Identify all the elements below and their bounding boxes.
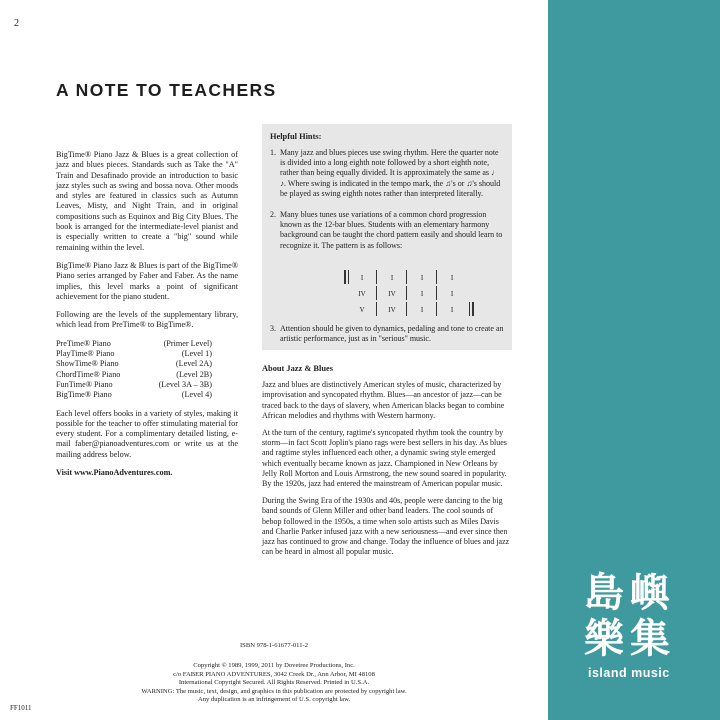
level-row: PreTime® Piano (Primer Level)	[56, 338, 212, 348]
twelve-bar-blues-chart	[344, 268, 474, 318]
catalog-code: FF1011	[10, 704, 32, 712]
hint-2: 2. Many blues tunes use variations of a common chord progression known as the 12-bar blues. Students with an elementary harmony background can be taught the chord pattern easily and should learn to recognize it. The pattern is as follows:	[270, 210, 503, 250]
intro-paragraph-2: BigTime® Piano Jazz & Blues is part of the BigTime® Piano series arranged by Faber and Faber. As the name implies, this level marks a point of significant achievement for the piano student.	[56, 260, 238, 301]
level-row: FunTime® Piano (Level 3A – 3B)	[56, 379, 212, 389]
chord-cell: I	[390, 274, 394, 282]
hint-3: 3. Attention should be given to dynamics, pedaling and tone to create an artistic performance, just as in "serious" music.	[270, 324, 504, 344]
hints-title: Helpful Hints:	[270, 132, 322, 141]
level-row: ChordTime® Piano (Level 2B)	[56, 369, 212, 379]
page-number: 2	[14, 18, 19, 29]
warning-line: WARNING: The music, text, design, and graphics in this publication are protected by copyright law.	[141, 687, 407, 695]
intro-paragraph-3: Following are the levels of the supplementary library, which lead from PreTime® to BigTime®.	[56, 310, 238, 330]
intro-paragraph-1: BigTime® Piano Jazz & Blues is a great collection of jazz and blues pieces. Standards such as Take the "A" Train and Desafinado provide an introduction to basic jazz styles such as swing and bossa nova. Other moods and styles are featured in classics such as Autumn Leaves, Misty, and Night Train, and in original compositions such as Equinox and Big City Blues. The book is arranged for the intermediate-level pianist and is especially written to create a "big" sound while remaining within the level.	[56, 150, 238, 252]
about-jazz-blues	[262, 364, 512, 564]
copyright-line: Copyright © 1989, 1999, 2011 by Dovetree Productions, Inc.	[193, 662, 355, 670]
chord-cell: I	[450, 306, 454, 314]
intro-paragraph-4: Each level offers books in a variety of styles, making it possible for the teacher to offer stimulating material for every student. For a complimentary detailed listing, e-mail faber@pianoadventures.com or write us at the mailing address below.	[56, 408, 238, 459]
chord-cell: I	[450, 290, 454, 298]
intl-copyright-line: International Copyright Secured. All Rights Reserved. Printed in U.S.A.	[178, 679, 370, 687]
hint-1: 1. Many jazz and blues pieces use swing rhythm. Here the quarter note is divided into a long eighth note followed by a short eighth note, rather than being equally divided. It is approximately the same as ♩ ♪. Where swing is indicated in the tempo mark, the ♫'s or ♫'s should be played as swing eighth notes rather than interpreted literally.	[270, 148, 501, 198]
infringement-line: Any duplication is an infringement of U.S. copyright law.	[197, 696, 351, 704]
chord-cell: I	[450, 274, 454, 282]
end-repeat-thin-bar	[469, 302, 470, 316]
start-repeat-bar	[344, 270, 346, 284]
chord-cell: I	[420, 274, 424, 282]
chord-cell: I	[360, 274, 364, 282]
chord-cell: I	[420, 290, 424, 298]
chord-cell: IV	[388, 290, 396, 298]
end-repeat-bar	[472, 302, 474, 316]
page-title: A NOTE TO TEACHERS	[56, 80, 277, 100]
start-repeat-thin-bar	[348, 270, 349, 284]
about-paragraph-3: During the Swing Era of the 1930s and 40s, people were dancing to the big band sounds of Glenn Miller and other band leaders. The cool sounds of bebop followed in the 1950s, a time when solo artists such as Miles Davis and Charlie Parker infused jazz with a new seriousness—and ever since then jazz has continued to grow and change. Today the influence of blues and jazz can be heard in almost all popular music.	[262, 496, 510, 557]
island-music-logo	[584, 570, 694, 680]
copyright-footer	[0, 642, 548, 704]
website-link[interactable]: Visit www.PianoAdventures.com.	[56, 468, 173, 478]
levels-list	[56, 339, 238, 401]
chord-cell: I	[420, 306, 424, 314]
about-paragraph-2: At the turn of the century, ragtime's syncopated rhythm took the country by storm—in fact Scott Joplin's piano rags were best sellers in his day. As blues and ragtime styles influenced each other, a dynamic swing style emerged which eventually became known as jazz. Championed in New Orleans by Jelly Roll Morton and Louis Armstrong, the new sound soared in popularity. By the 1920s, jazz had entered the mainstream of American popular music.	[262, 428, 507, 489]
chord-cell: IV	[358, 290, 366, 298]
address-line: c/o FABER PIANO ADVENTURES, 3042 Creek Dr., Ann Arbor, MI 48108	[173, 670, 375, 678]
logo-characters: 島嶼樂集	[584, 570, 676, 662]
isbn: ISBN 978-1-61677-011-2	[239, 642, 309, 649]
logo-subtitle: island music	[588, 666, 670, 680]
helpful-hints-box	[262, 124, 512, 350]
about-title: About Jazz & Blues	[262, 364, 333, 373]
chord-cell: V	[359, 306, 365, 314]
level-row: PlayTime® Piano (Level 1)	[56, 349, 212, 359]
level-row: BigTime® Piano (Level 4)	[56, 390, 212, 400]
chord-cell: IV	[388, 306, 396, 314]
intro-column	[56, 150, 238, 486]
about-paragraph-1: Jazz and blues are distinctively American styles of music, characterized by improvisation and syncopated rhythm. Blues—an ancestor of jazz—can be traced back to the days of slavery, when American blacks began to combine African melodies and rhythms with Western harmony.	[262, 380, 505, 420]
level-row: ShowTime® Piano (Level 2A)	[56, 359, 212, 369]
